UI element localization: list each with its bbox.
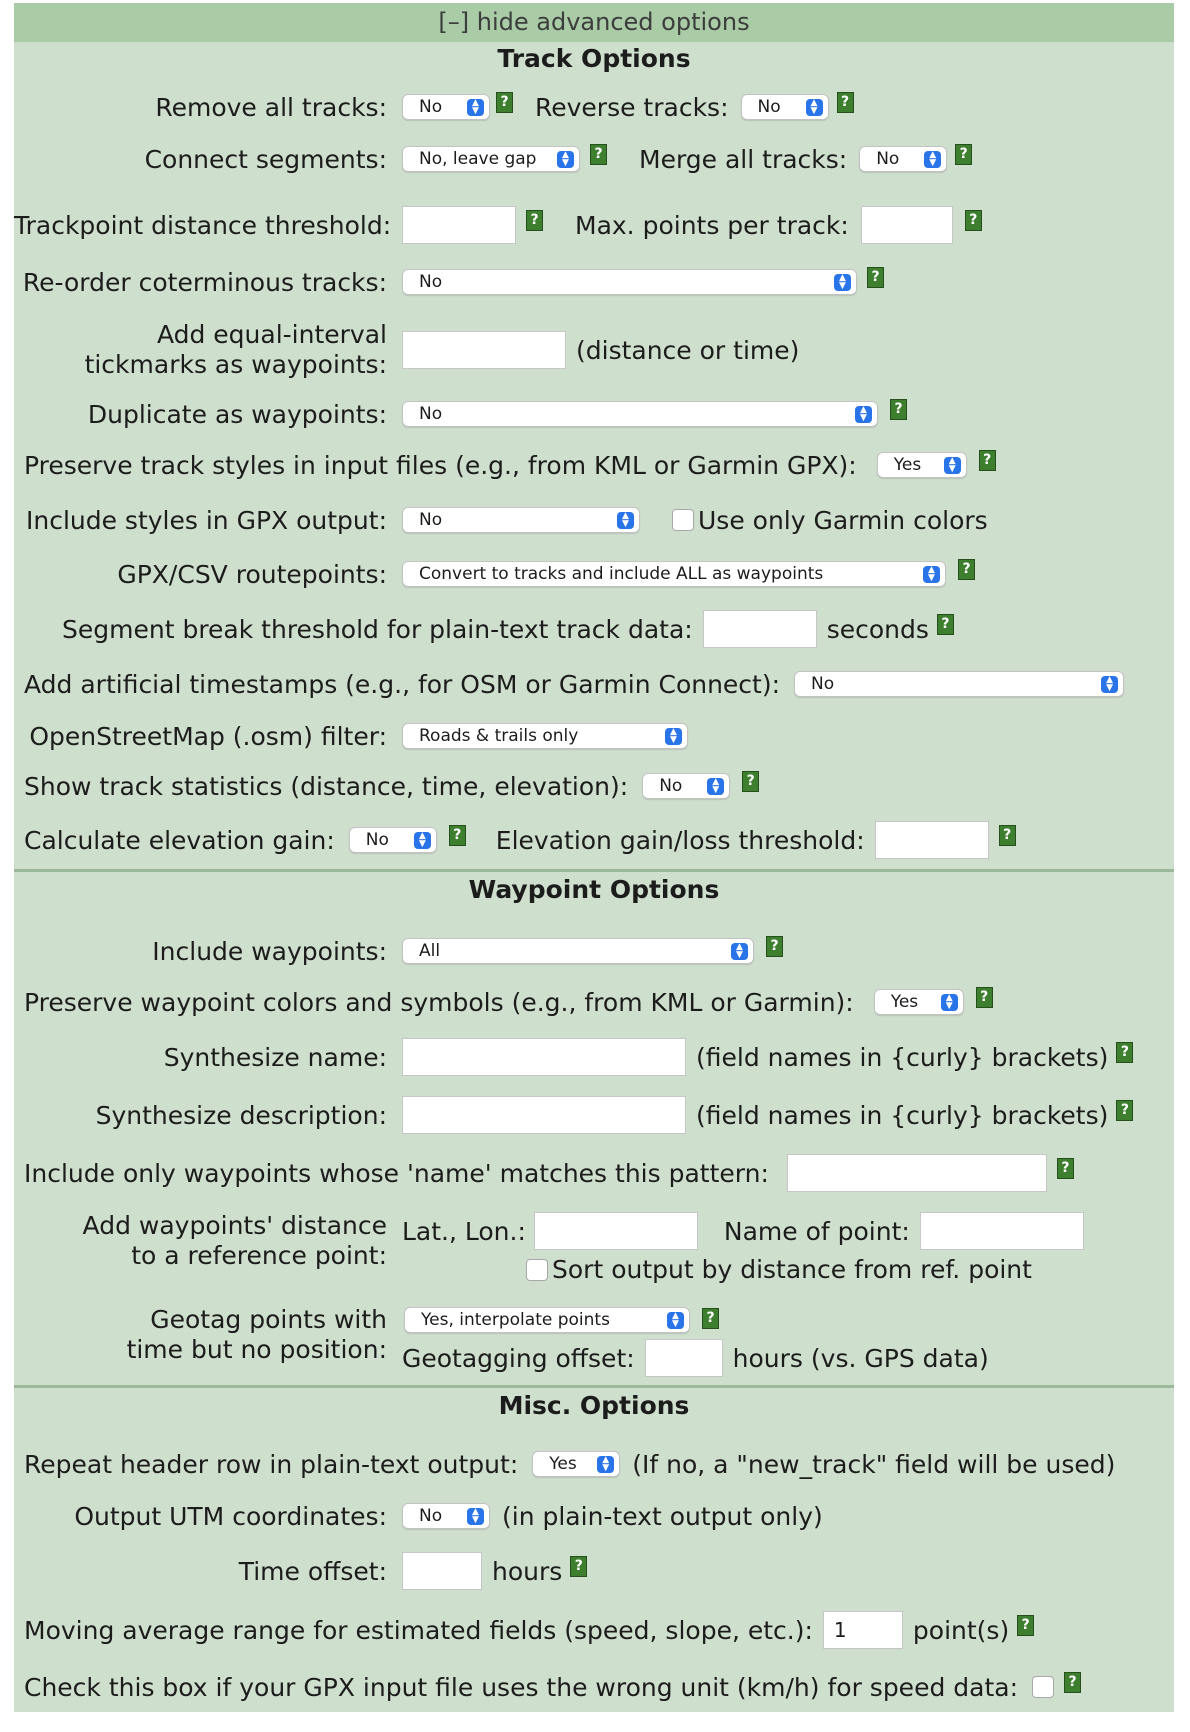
timestamps-select[interactable]: No ▲ ▼ bbox=[794, 671, 1124, 697]
chevron-up-down-icon: ▲ ▼ bbox=[834, 274, 851, 291]
help-icon[interactable]: ? bbox=[976, 987, 993, 1008]
garmin-colors-checkbox[interactable] bbox=[672, 509, 694, 531]
moving-average-input[interactable]: 1 bbox=[823, 1611, 903, 1649]
waypoint-options-title: Waypoint Options bbox=[468, 875, 720, 904]
duplicate-waypoints-label: Duplicate as waypoints: bbox=[87, 399, 387, 429]
help-icon[interactable]: ? bbox=[1017, 1615, 1034, 1636]
statistics-label: Show track statistics (distance, time, elevation): bbox=[24, 771, 629, 801]
wrong-unit-checkbox[interactable] bbox=[1032, 1676, 1054, 1698]
sort-by-distance-label: Sort output by distance from ref. point bbox=[552, 1255, 1032, 1284]
connect-segments-row bbox=[14, 142, 1174, 176]
moving-average-row bbox=[14, 1610, 1174, 1650]
track-options-title: Track Options bbox=[497, 44, 691, 73]
help-icon[interactable]: ? bbox=[526, 210, 543, 231]
synthesize-name-label: Synthesize name: bbox=[163, 1042, 387, 1072]
tickmarks-note: (distance or time) bbox=[576, 335, 800, 365]
chevron-up-down-icon: ▲ ▼ bbox=[731, 943, 748, 960]
elevation-threshold-label: Elevation gain/loss threshold: bbox=[495, 825, 865, 855]
geotag-select[interactable]: Yes, interpolate points ▲ ▼ bbox=[404, 1307, 690, 1333]
synthesize-description-label: Synthesize description: bbox=[95, 1100, 387, 1130]
repeat-header-note: (If no, a "new_track" field will be used) bbox=[632, 1449, 1116, 1479]
help-icon[interactable]: ? bbox=[1064, 1672, 1081, 1693]
section-divider bbox=[14, 1385, 1174, 1388]
routepoints-select[interactable]: Convert to tracks and include ALL as waypoints ▲ ▼ bbox=[402, 561, 946, 587]
connect-segments-select[interactable]: No, leave gap ▲ ▼ bbox=[402, 146, 580, 172]
help-icon[interactable]: ? bbox=[979, 450, 996, 471]
routepoints-row bbox=[14, 556, 1174, 592]
elevation-gain-label: Calculate elevation gain: bbox=[24, 825, 335, 855]
statistics-row bbox=[14, 768, 1174, 804]
moving-average-unit: point(s) bbox=[912, 1615, 1010, 1645]
chevron-up-down-icon: ▲ ▼ bbox=[414, 832, 431, 849]
utm-label: Output UTM coordinates: bbox=[74, 1501, 387, 1531]
reverse-tracks-label: Reverse tracks: bbox=[535, 92, 729, 122]
help-icon[interactable]: ? bbox=[1116, 1100, 1133, 1121]
chevron-up-down-icon: ▲ ▼ bbox=[667, 1312, 684, 1329]
advanced-options-panel bbox=[14, 3, 1174, 1712]
chevron-up-down-icon: ▲ ▼ bbox=[941, 994, 958, 1011]
help-icon[interactable]: ? bbox=[702, 1308, 719, 1329]
hide-advanced-options-toggle[interactable]: [–] hide advanced options bbox=[14, 3, 1174, 42]
chevron-up-down-icon: ▲ ▼ bbox=[467, 99, 484, 116]
segment-break-input[interactable] bbox=[703, 610, 817, 648]
include-waypoints-label: Include waypoints: bbox=[152, 936, 387, 966]
gpx-styles-label: Include styles in GPX output: bbox=[25, 505, 387, 535]
osm-filter-select[interactable]: Roads & trails only ▲ ▼ bbox=[402, 723, 688, 749]
segment-break-row bbox=[14, 609, 1174, 649]
statistics-select[interactable]: No ▲ ▼ bbox=[642, 773, 730, 799]
moving-average-label: Moving average range for estimated fields (speed, slope, etc.): bbox=[24, 1615, 813, 1645]
include-waypoints-row bbox=[14, 933, 1174, 969]
merge-all-tracks-select[interactable]: No ▲ ▼ bbox=[859, 146, 947, 172]
time-offset-label: Time offset: bbox=[238, 1556, 387, 1586]
chevron-up-down-icon: ▲ ▼ bbox=[467, 1508, 484, 1525]
synthesize-description-note: (field names in {curly} brackets) bbox=[696, 1100, 1109, 1130]
repeat-header-label: Repeat header row in plain-text output: bbox=[24, 1449, 519, 1479]
segment-break-unit: seconds bbox=[826, 614, 929, 644]
time-offset-unit: hours bbox=[492, 1556, 563, 1586]
section-divider bbox=[14, 869, 1174, 872]
synthesize-description-input[interactable] bbox=[402, 1096, 686, 1134]
gpx-styles-select[interactable]: No ▲ ▼ bbox=[402, 507, 640, 533]
routepoints-label: GPX/CSV routepoints: bbox=[117, 559, 387, 589]
reference-point-label: Add waypoints' distance to a reference point: bbox=[82, 1211, 387, 1270]
duplicate-waypoints-select[interactable]: No ▲ ▼ bbox=[402, 401, 878, 427]
help-icon[interactable]: ? bbox=[937, 614, 954, 635]
help-icon[interactable]: ? bbox=[449, 825, 466, 846]
help-icon[interactable]: ? bbox=[1116, 1042, 1133, 1063]
name-pattern-label: Include only waypoints whose 'name' matches this pattern: bbox=[24, 1158, 769, 1188]
tickmarks-row bbox=[14, 318, 1174, 382]
help-icon[interactable]: ? bbox=[955, 144, 972, 165]
wrong-unit-row bbox=[14, 1667, 1174, 1707]
geotag-offset-label: Geotagging offset: bbox=[402, 1343, 635, 1373]
remove-all-tracks-select[interactable]: No ▲ ▼ bbox=[402, 94, 490, 120]
chevron-up-down-icon: ▲ ▼ bbox=[665, 728, 682, 745]
utm-note: (in plain-text output only) bbox=[502, 1501, 823, 1531]
latlon-input[interactable] bbox=[534, 1212, 698, 1250]
help-icon[interactable]: ? bbox=[1057, 1158, 1074, 1179]
preserve-waypoint-colors-row bbox=[14, 984, 1174, 1020]
reference-point-row bbox=[14, 1211, 1174, 1284]
name-pattern-row bbox=[14, 1153, 1174, 1193]
segment-break-label: Segment break threshold for plain-text track data: bbox=[62, 614, 693, 644]
latlon-label: Lat., Lon.: bbox=[402, 1216, 526, 1246]
help-icon[interactable]: ? bbox=[570, 1556, 587, 1577]
connect-segments-label: Connect segments: bbox=[144, 144, 387, 174]
geotag-offset-input[interactable] bbox=[645, 1339, 723, 1377]
chevron-up-down-icon: ▲ ▼ bbox=[707, 778, 724, 795]
preserve-track-styles-row bbox=[14, 447, 1174, 483]
remove-all-tracks-row bbox=[14, 90, 1174, 124]
name-pattern-input[interactable] bbox=[787, 1154, 1047, 1192]
chevron-up-down-icon: ▲ ▼ bbox=[924, 151, 941, 168]
geotag-controls bbox=[402, 1305, 1162, 1373]
reference-point-controls bbox=[402, 1211, 1162, 1284]
timestamps-row bbox=[14, 666, 1174, 702]
elevation-threshold-input[interactable] bbox=[875, 821, 989, 859]
help-icon[interactable]: ? bbox=[965, 210, 982, 231]
chevron-up-down-icon: ▲ ▼ bbox=[557, 151, 574, 168]
time-offset-row bbox=[14, 1551, 1174, 1591]
help-icon[interactable]: ? bbox=[496, 92, 513, 113]
trackpoint-distance-input[interactable] bbox=[402, 206, 516, 244]
preserve-waypoint-colors-select[interactable]: Yes ▲ ▼ bbox=[874, 989, 964, 1015]
duplicate-waypoints-row bbox=[14, 396, 1174, 432]
synthesize-description-row bbox=[14, 1095, 1174, 1135]
misc-options-title: Misc. Options bbox=[498, 1391, 690, 1420]
preserve-track-styles-select[interactable]: Yes ▲ ▼ bbox=[877, 452, 967, 478]
garmin-colors-label: Use only Garmin colors bbox=[698, 505, 988, 535]
elevation-gain-row bbox=[14, 820, 1174, 860]
trackpoint-distance-label: Trackpoint distance threshold: bbox=[14, 210, 392, 240]
trackpoint-distance-row bbox=[14, 205, 1174, 245]
help-icon[interactable]: ? bbox=[890, 399, 907, 420]
time-offset-input[interactable] bbox=[402, 1552, 482, 1590]
osm-filter-label: OpenStreetMap (.osm) filter: bbox=[29, 721, 387, 751]
timestamps-label: Add artificial timestamps (e.g., for OSM or Garmin Connect): bbox=[24, 669, 781, 699]
chevron-up-down-icon: ▲ ▼ bbox=[944, 457, 961, 474]
help-icon[interactable]: ? bbox=[958, 559, 975, 580]
preserve-waypoint-colors-label: Preserve waypoint colors and symbols (e.g., from KML or Garmin): bbox=[24, 987, 854, 1017]
tickmarks-label: Add equal-interval tickmarks as waypoints: bbox=[84, 320, 387, 379]
utm-select[interactable]: No ▲ ▼ bbox=[402, 1503, 490, 1529]
osm-filter-row bbox=[14, 718, 1174, 754]
include-waypoints-select[interactable]: All ▲ ▼ bbox=[402, 938, 754, 964]
preserve-track-styles-label: Preserve track styles in input files (e.g., from KML or Garmin GPX): bbox=[24, 450, 857, 480]
repeat-header-select[interactable]: Yes ▲ ▼ bbox=[532, 1451, 620, 1477]
geotag-label: Geotag points with time but no position: bbox=[126, 1305, 387, 1364]
reverse-tracks-select[interactable]: No ▲ ▼ bbox=[741, 94, 829, 120]
max-points-input[interactable] bbox=[861, 206, 953, 244]
geotag-offset-note: hours (vs. GPS data) bbox=[732, 1343, 989, 1373]
reorder-tracks-select[interactable]: No ▲ ▼ bbox=[402, 269, 857, 295]
geotag-row bbox=[14, 1305, 1174, 1373]
chevron-up-down-icon: ▲ ▼ bbox=[617, 512, 634, 529]
point-name-input[interactable] bbox=[920, 1212, 1084, 1250]
point-name-label: Name of point: bbox=[723, 1216, 910, 1246]
remove-all-tracks-label: Remove all tracks: bbox=[155, 92, 387, 122]
sort-by-distance-checkbox[interactable] bbox=[526, 1259, 548, 1281]
chevron-up-down-icon: ▲ ▼ bbox=[1101, 676, 1118, 693]
synthesize-name-input[interactable] bbox=[402, 1038, 686, 1076]
chevron-up-down-icon: ▲ ▼ bbox=[597, 1456, 614, 1473]
max-points-label: Max. points per track: bbox=[575, 210, 849, 240]
chevron-up-down-icon: ▲ ▼ bbox=[923, 566, 940, 583]
repeat-header-row bbox=[14, 1446, 1174, 1482]
gpx-styles-row bbox=[14, 502, 1174, 538]
help-icon[interactable]: ? bbox=[742, 771, 759, 792]
help-icon[interactable]: ? bbox=[837, 92, 854, 113]
tickmarks-input[interactable] bbox=[402, 331, 566, 369]
reorder-tracks-row bbox=[14, 265, 1174, 299]
help-icon[interactable]: ? bbox=[867, 267, 884, 288]
merge-all-tracks-label: Merge all tracks: bbox=[639, 144, 848, 174]
chevron-up-down-icon: ▲ ▼ bbox=[806, 99, 823, 116]
help-icon[interactable]: ? bbox=[590, 144, 607, 165]
wrong-unit-label: Check this box if your GPX input file uses the wrong unit (km/h) for speed data: bbox=[24, 1672, 1018, 1702]
synthesize-name-note: (field names in {curly} brackets) bbox=[696, 1042, 1109, 1072]
elevation-gain-select[interactable]: No ▲ ▼ bbox=[349, 827, 437, 853]
help-icon[interactable]: ? bbox=[766, 936, 783, 957]
reorder-tracks-label: Re-order coterminous tracks: bbox=[22, 267, 387, 297]
chevron-up-down-icon: ▲ ▼ bbox=[855, 406, 872, 423]
synthesize-name-row bbox=[14, 1037, 1174, 1077]
utm-row bbox=[14, 1498, 1174, 1534]
help-icon[interactable]: ? bbox=[999, 825, 1016, 846]
